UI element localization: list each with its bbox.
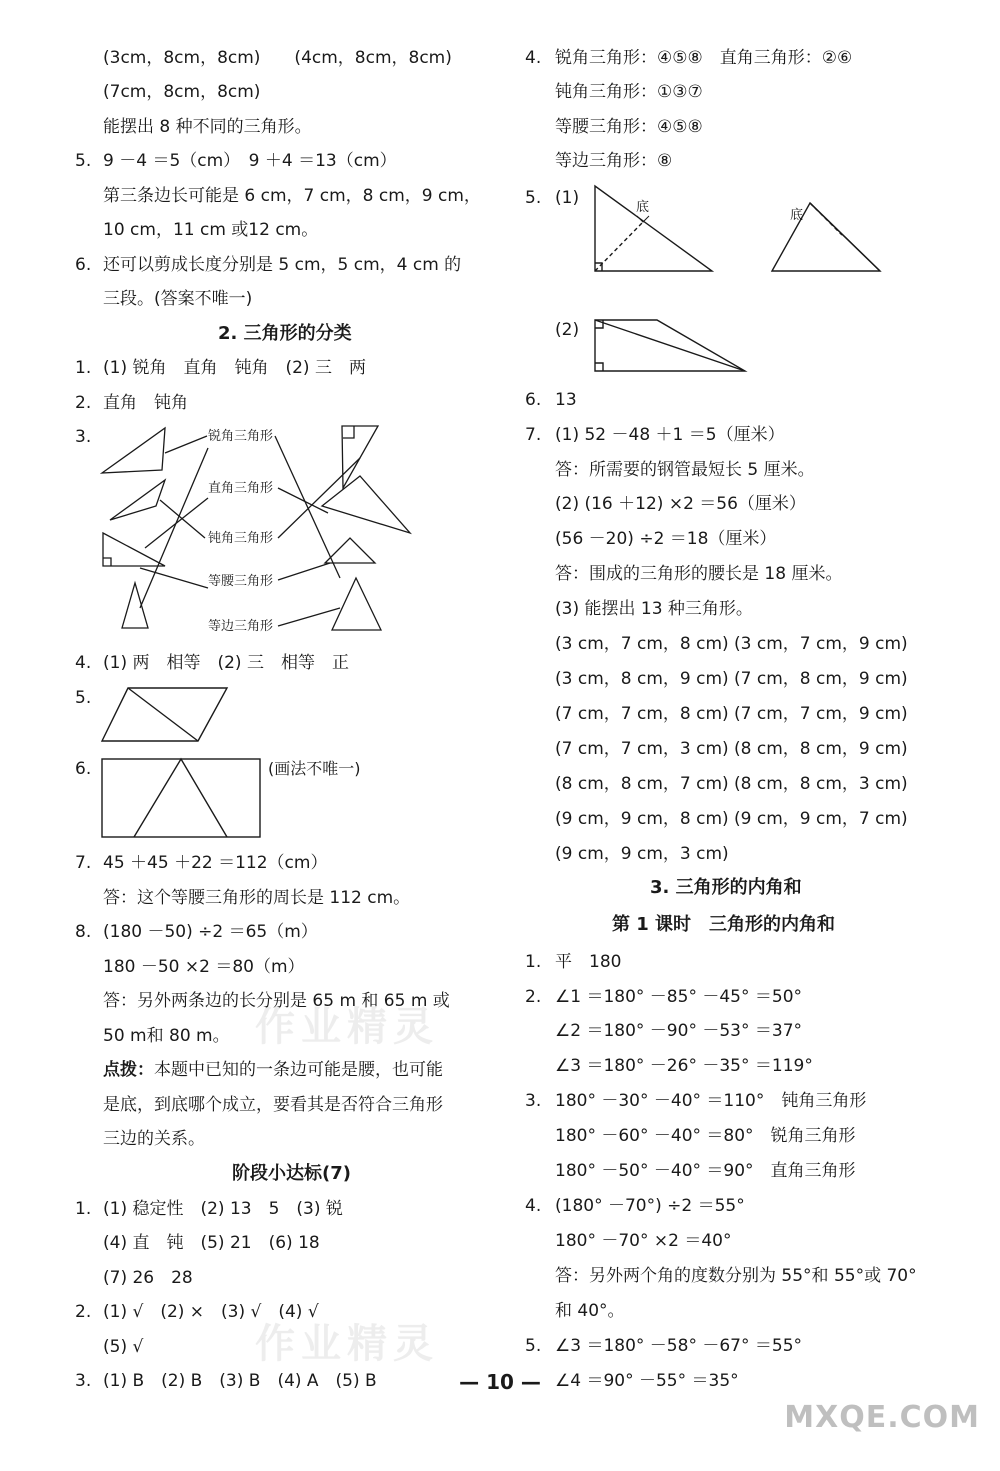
text-line: 等腰三角形：④⑤⑧ <box>555 117 703 137</box>
text-line: 13 <box>555 390 577 410</box>
text-line: ∠1 ＝180° －85° －45° ＝50° <box>555 987 803 1007</box>
text-line: (7cm，8cm，8cm) <box>103 82 261 102</box>
text-line: (3 cm，8 cm，9 cm) (7 cm，8 cm，9 cm) <box>555 669 908 689</box>
text-line: (1) B (2) B (3) B (4) A (5) B <box>103 1371 377 1391</box>
text-line: (1) 两 相等 (2) 三 相等 正 <box>103 653 349 673</box>
text-line: 答：另外两个角的度数分别为 55°和 55°或 70° <box>555 1266 917 1286</box>
page-number: — 10 — <box>459 1370 541 1394</box>
tip-label: 点拨： <box>103 1060 154 1080</box>
text-line: 等边三角形：⑧ <box>555 151 673 171</box>
question-number: 1. <box>75 1199 92 1219</box>
text-line: 三边的关系。 <box>103 1129 205 1149</box>
text-line: 10 cm，11 cm 或12 cm。 <box>103 220 319 240</box>
text-line: (1) 52 －48 ＋1 ＝5（厘米） <box>555 425 785 445</box>
text-line: (3 cm，7 cm，8 cm) (3 cm，7 cm，9 cm) <box>555 634 908 654</box>
question-number: 4. <box>75 653 92 673</box>
text-line: (5) √ <box>103 1337 144 1357</box>
question-number: 2. <box>75 1302 92 1322</box>
text-line: 钝角三角形：①③⑦ <box>555 82 703 102</box>
question-number: 6. <box>525 390 542 410</box>
text-line: 平 180 <box>555 952 622 972</box>
note-text: (画法不唯一) <box>268 759 361 778</box>
question-number: 8. <box>75 922 92 942</box>
text-line: (1) √ (2) × (3) √ (4) √ <box>103 1302 319 1322</box>
label-obtuse: 钝角三角形 <box>208 531 274 546</box>
question-number: 6. <box>75 255 92 275</box>
question-number: 1. <box>525 952 542 972</box>
label-right: 直角三角形 <box>208 481 274 496</box>
section-title: 3. 三角形的内角和 <box>650 877 802 898</box>
site-logo: MXQE.COM <box>784 1400 980 1435</box>
text-line: 180° －30° －40° ＝110° 钝角三角形 <box>555 1091 867 1111</box>
text-line: 答：这个等腰三角形的周长是 112 cm。 <box>103 888 411 908</box>
triangle-altitude-figures <box>592 183 892 278</box>
label-equilateral: 等边三角形 <box>208 619 274 634</box>
tip-text: 本题中已知的一条边可能是腰，也可能 <box>154 1060 443 1080</box>
lesson-title: 第 1 课时 三角形的内角和 <box>612 914 836 935</box>
text-line: 9 －4 ＝5（cm） 9 ＋4 ＝13（cm） <box>103 151 397 171</box>
text-line: (180° －70°) ÷2 ＝55° <box>555 1196 745 1216</box>
text-line: ∠4 ＝90° －55° ＝35° <box>555 1371 739 1391</box>
question-number: 2. <box>525 987 542 1007</box>
text-line: (9 cm，9 cm，3 cm) <box>555 844 729 864</box>
text-line: (9 cm，9 cm，8 cm) (9 cm，9 cm，7 cm) <box>555 809 908 829</box>
text-line: 三段。(答案不唯一) <box>103 289 253 309</box>
text-line: 答：围成的三角形的腰长是 18 厘米。 <box>555 564 843 584</box>
text-line: 180 －50 ×2 ＝80（m） <box>103 957 305 977</box>
watermark: 作业精灵 <box>255 1321 439 1367</box>
text-line: ∠2 ＝180° －90° －53° ＝37° <box>555 1021 803 1041</box>
text-line: 50 m和 80 m。 <box>103 1026 230 1046</box>
text-line: 锐角三角形：④⑤⑧ 直角三角形：②⑥ <box>555 48 853 68</box>
text-line: ∠3 ＝180° －26° －35° ＝119° <box>555 1056 813 1076</box>
text-line: (3cm，8cm，8cm) (4cm，8cm，8cm) <box>103 48 452 68</box>
text-line: 180° －70° ×2 ＝40° <box>555 1231 732 1251</box>
question-number: 1. <box>75 358 92 378</box>
text-line: (2) (16 ＋12) ×2 ＝56（厘米） <box>555 494 806 514</box>
question-number: 5. <box>525 188 542 208</box>
base-label: 底 <box>636 200 650 215</box>
label-acute: 锐角三角形 <box>208 429 274 444</box>
section-title: 阶段小达标(7) <box>232 1163 351 1184</box>
watermark: 作业精灵 <box>255 1004 439 1050</box>
triangle-matching-diagram <box>100 418 400 648</box>
text-line: (4) 直 钝 (5) 21 (6) 18 <box>103 1233 320 1253</box>
text-line: 和 40°。 <box>555 1301 625 1321</box>
question-number: 3. <box>75 427 92 447</box>
question-number: 5. <box>75 688 92 708</box>
text-line: (7 cm，7 cm，3 cm) (8 cm，8 cm，9 cm) <box>555 739 908 759</box>
base-label: 底 <box>790 208 804 223</box>
text-line: (56 －20) ÷2 ＝18（厘米） <box>555 529 777 549</box>
question-number: 4. <box>525 1196 542 1216</box>
text-line: (2) <box>555 320 580 340</box>
text-line: 是底，到底哪个成立，要看其是否符合三角形 <box>103 1095 443 1115</box>
question-number: 4. <box>525 48 542 68</box>
text-line: 答：另外两条边的长分别是 65 m 和 65 m 或 <box>103 991 450 1011</box>
text-line: (3) 能摆出 13 种三角形。 <box>555 599 753 619</box>
text-line: (8 cm，8 cm，7 cm) (8 cm，8 cm，3 cm) <box>555 774 908 794</box>
text-line: (1) 锐角 直角 钝角 (2) 三 两 <box>103 358 366 378</box>
text-line: (1) <box>555 188 580 208</box>
question-number: 7. <box>525 425 542 445</box>
text-line: ∠3 ＝180° －58° －67° ＝55° <box>555 1336 803 1356</box>
question-number: 2. <box>75 393 92 413</box>
parallelogram-figure <box>100 686 230 744</box>
text-line: 能摆出 8 种不同的三角形。 <box>103 117 312 137</box>
text-line: 第三条边长可能是 6 cm，7 cm，8 cm，9 cm， <box>103 186 481 206</box>
text-line: 还可以剪成长度分别是 5 cm，5 cm，4 cm 的 <box>103 255 462 275</box>
text-line: 答：所需要的钢管最短长 5 厘米。 <box>555 460 815 480</box>
text-line: 45 ＋45 ＋22 ＝112（cm） <box>103 853 328 873</box>
tip-line <box>103 1058 443 1082</box>
trapezoid-figure <box>592 318 752 374</box>
text-line: 180° －60° －40° ＝80° 锐角三角形 <box>555 1126 856 1146</box>
question-number: 5. <box>75 151 92 171</box>
text-line: (7) 26 28 <box>103 1268 193 1288</box>
text-line: 直角 钝角 <box>103 393 188 413</box>
section-title: 2. 三角形的分类 <box>218 323 352 344</box>
text-line: 180° －50° －40° ＝90° 直角三角形 <box>555 1161 856 1181</box>
question-number: 6. <box>75 759 92 779</box>
text-line: (7 cm，7 cm，8 cm) (7 cm，7 cm，9 cm) <box>555 704 908 724</box>
question-number: 5. <box>525 1336 542 1356</box>
text-line: (180 －50) ÷2 ＝65（m） <box>103 922 318 942</box>
label-isosceles: 等腰三角形 <box>208 574 274 589</box>
text-line: (1) 稳定性 (2) 13 5 (3) 锐 <box>103 1199 343 1219</box>
question-number: 7. <box>75 853 92 873</box>
question-number: 3. <box>525 1091 542 1111</box>
question-number: 3. <box>75 1371 92 1391</box>
rectangle-triangle-figure <box>100 757 262 839</box>
